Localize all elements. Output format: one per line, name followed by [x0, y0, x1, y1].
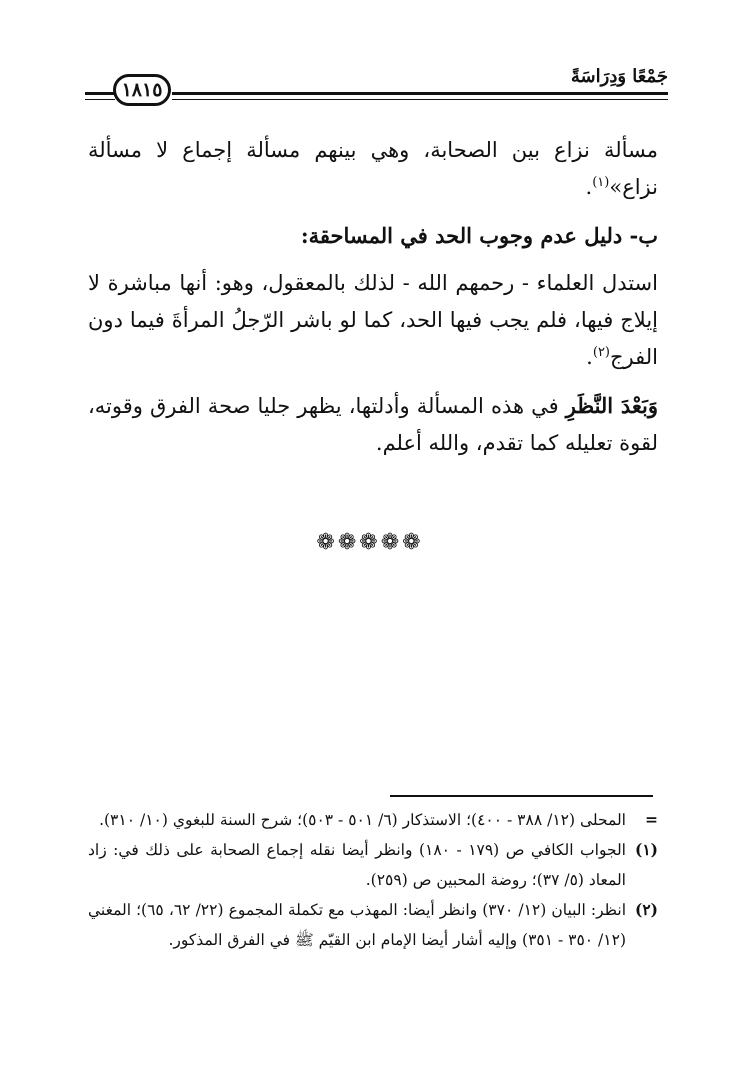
- footnote-text: انظر: البيان (١٢/ ٣٧٠) وانظر أيضا: المهذب مع تكملة المجموع (٢٢/ ٦٢، ٦٥)؛ المغني (١٢/ ٣٥٠ - ٣٥١) وإليه أشار أيضا الإمام ابن القيّم ﷺ في الفرق المذكور.: [88, 901, 627, 949]
- paragraph-1-end: .: [585, 175, 593, 199]
- footnote-text: المحلى (١٢/ ٣٨٨ - ٤٠٠)؛ الاستذكار (٦/ ٥٠١ - ٥٠٣)؛ شرح السنة للبغوي (١٠/ ٣١٠).: [99, 811, 626, 829]
- header-rule-left-thin: [85, 99, 115, 100]
- page-header: [85, 66, 668, 116]
- footnote-ref-2: (٢): [592, 345, 610, 360]
- footnote-mark: (٢): [634, 900, 658, 919]
- footnote-continued: [88, 805, 658, 835]
- running-head: جَمْعًا وَدِرَاسَةً: [570, 66, 668, 87]
- conclusion-text: في هذه المسألة وأدلتها، يظهر جليا صحة الفرق وقوته، لقوة تعليله كما تقدم، والله أعلم.: [88, 394, 658, 455]
- paragraph-2: [88, 265, 658, 376]
- footnote-text: الجواب الكافي ص (١٧٩ - ١٨٠) وانظر أيضا نقله إجماع الصحابة على ذلك في: زاد المعاد (٥/ ٣٧)؛ روضة المحبين ص (٢٥٩).: [88, 841, 626, 889]
- footnotes: [88, 805, 658, 955]
- header-rule-thick: [172, 92, 668, 95]
- footnote-ref-1: (١): [592, 175, 610, 190]
- paragraph-conclusion: [88, 387, 658, 462]
- footnote-mark: (١): [634, 840, 658, 859]
- header-rule-thin: [172, 99, 668, 100]
- footnote-1: [88, 835, 658, 895]
- page-number: ١٨١٥: [113, 74, 171, 106]
- paragraph-1-text: مسألة نزاع بين الصحابة، وهي بينهم مسألة إجماع لا مسألة نزاع»: [88, 138, 658, 199]
- conclusion-lead: وَبَعْدَ النَّظَرِ: [565, 393, 658, 418]
- footnote-mark: =: [645, 810, 658, 829]
- footnote-2: [88, 895, 658, 955]
- section-subheading: ب- دليل عدم وجوب الحد في المساحقة:: [300, 223, 658, 248]
- footnote-separator: [390, 795, 653, 797]
- paragraph-2-end: .: [586, 345, 593, 369]
- header-rule-left-thick: [85, 92, 115, 95]
- paragraph-2-text: استدل العلماء - رحمهم الله - لذلك بالمعقول، وهو: أنها مباشرة لا إيلاج فيها، فلم يجب فيها الحد، كما لو باشر الرّجلُ المرأةَ فيما دون الفرج: [88, 271, 658, 369]
- paragraph-1: [88, 132, 658, 206]
- section-ornament: ❁❁❁❁❁: [316, 530, 424, 555]
- main-text: [88, 132, 658, 473]
